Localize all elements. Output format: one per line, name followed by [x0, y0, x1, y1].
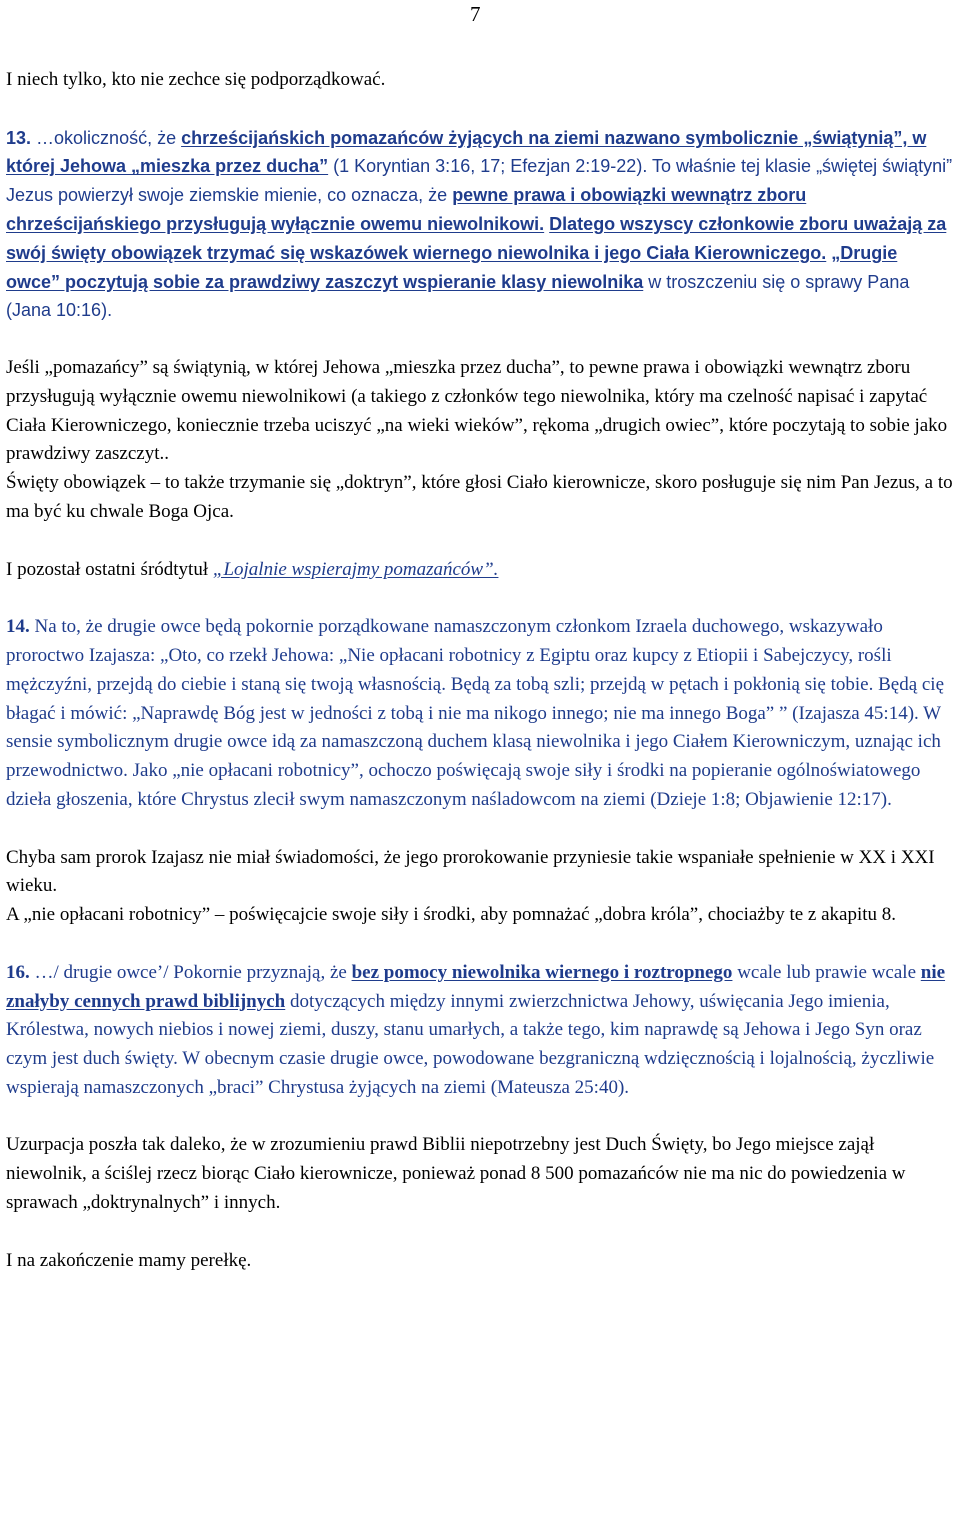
- paragraph-14-text: Na to, że drugie owce będą pokornie porządkowane namaszczonym członkom Izraela duchowego, wskazywało proroctwo Izajasza: „Oto, co rzekł Jehowa: „Nie opłacani robotnicy z Egiptu oraz kupcy z Etiopii i Sabejczycy, rośli mężczyźni, przejdą do ciebie i staną się twoją własnością. Będą za tobą szli; przejdą w pętach i pokłonią się tobie. Będą cię błagać i mówić: „Naprawdę Bóg jest w jedności z tobą i nie ma nikogo innego; nie ma innego Boga” ” (Izajasza 45:14). W sensie symbolicznym drugie owce idą za namaszczoną duchem klasą niewolnika i jego Ciałem Kierowniczym, uznając ich przewodnictwo. Jako „nie opłacani robotnicy”, ochoczo poświęcają swoje siły i środki na popieranie ogólnoświatowego dzieła głoszenia, które Chrystus zlecił swym namaszczonym naśladowcom na ziemi (Dzieje 1:8; Objawienie 12:17).: [6, 616, 945, 810]
- paragraph-13-text-3: w troszczeniu się o sprawy Pana (Jana 10:16).: [6, 271, 910, 321]
- subtitle-title: „Lojalnie wspierajmy pomazańców”.: [212, 558, 499, 580]
- subtitle-prefix: I pozostał ostatni śródtytuł: [6, 558, 213, 580]
- document-body: [6, 66, 956, 1275]
- paragraph-16-number: 16.: [6, 961, 30, 983]
- closing-line: I na zakończenie mamy perełkę.: [6, 1249, 252, 1271]
- comment-2-line-1: Chyba sam prorok Izajasz nie miał świadomości, że jego prorokowanie przyniesie takie wspaniałe spełnienie w XX i XXI wieku.: [6, 846, 935, 897]
- paragraph-14: [6, 613, 956, 815]
- paragraph-16-text-2: wcale lub prawie wcale: [732, 961, 921, 983]
- paragraph-13: [6, 124, 956, 326]
- paragraph-13-emphasis-2: pewne prawa i obowiązki wewnątrz zboru chrześcijańskiego przysługują wyłącznie owemu niewolnikowi.: [6, 185, 807, 234]
- paragraph-16-emphasis-1: bez pomocy niewolnika wiernego i roztropnego: [351, 961, 733, 983]
- paragraph-13-emphasis-3: Dlatego wszyscy członkowie zboru uważają za swój święty obowiązek trzymać się wskazówek wiernego niewolnika i jego Ciała Kierowniczego.: [6, 213, 947, 263]
- subtitle-line: [6, 556, 956, 585]
- paragraph-16: [6, 959, 956, 1103]
- paragraph-16-text-3: dotyczących między innymi zwierzchnictwa Jehowy, uświęcania Jego imienia, Królestwa, nowych niebios i nowej ziemi, duszy, stanu umarłych, a także tego, kim naprawdę są Jehowa i Jego Syn oraz czym jest duch święty. W obecnym czasie drugie owce, powodowane bezgraniczną wdzięcznością i lojalnością, życzliwie wspierają namaszczonych „braci” Chrystusa żyjących na ziemi (Mateusza 25:40).: [6, 990, 935, 1098]
- intro-line: I niech tylko, kto nie zechce się podporządkować.: [6, 69, 386, 90]
- comment-2-line-2: A „nie opłacani robotnicy” – poświęcajcie swoje siły i środki, aby pomnażać „dobra króla”, chociażby te z akapitu 8.: [6, 904, 897, 926]
- paragraph-13-emphasis-1: chrześcijańskich pomazańców żyjących na ziemi nazwano symbolicznie „świątynią”, w której Jehowa „mieszka przez ducha”: [6, 127, 927, 177]
- comment-1-line-2: Święty obowiązek – to także trzymanie się „doktryn”, które głosi Ciało kierownicze, skoro posługuje się nim Pan Jezus, a to ma być ku chwale Boga Ojca.: [6, 472, 953, 522]
- paragraph-14-number: 14.: [6, 616, 30, 638]
- paragraph-13-emphasis-4: „Drugie owce” poczytują sobie za prawdziwy zaszczyt wspieranie klasy niewolnika: [6, 242, 898, 292]
- paragraph-13-text-2: (1 Koryntian 3:16, 17; Efezjan 2:19-22). To właśnie tej klasie „świętej świątyni” Jezus powierzył swoje ziemskie mienie, co oznacza, że: [6, 156, 953, 206]
- comment-1-line-1: Jeśli „pomazańcy” są świątynią, w której Jehowa „mieszka przez ducha”, to pewne prawa i obowiązki wewnątrz zboru przysługują wyłącznie owemu niewolnikowi (a takiego z członków tego niewolnika, który ma czelność napisać i zapytać Ciała Kierowniczego, koniecznie trzeba uciszyć „na wieki wieków”, rękoma „drugich owiec”, które poczytają to sobie jako prawdziwy zaszczyt..: [6, 356, 948, 465]
- paragraph-13-number: 13.: [6, 127, 32, 148]
- page-number: 7: [470, 2, 481, 26]
- paragraph-16-emphasis-2: nie znałyby cennych prawd biblijnych: [6, 961, 946, 1012]
- paragraph-16-text-1: …/ drugie owce’/ Pokornie przyznają, że: [29, 961, 352, 983]
- comment-3: Uzurpacja poszła tak daleko, że w zrozumieniu prawd Biblii niepotrzebny jest Duch Święty, bo Jego miejsce zajął niewolnik, a ściślej rzecz biorąc Ciało kierownicze, ponieważ ponad 8 500 pomazańców nie ma nic do powiedzenia w sprawach „doktrynalnych” i innych.: [6, 1134, 906, 1214]
- paragraph-13-text-1: …okoliczność, że: [31, 127, 182, 148]
